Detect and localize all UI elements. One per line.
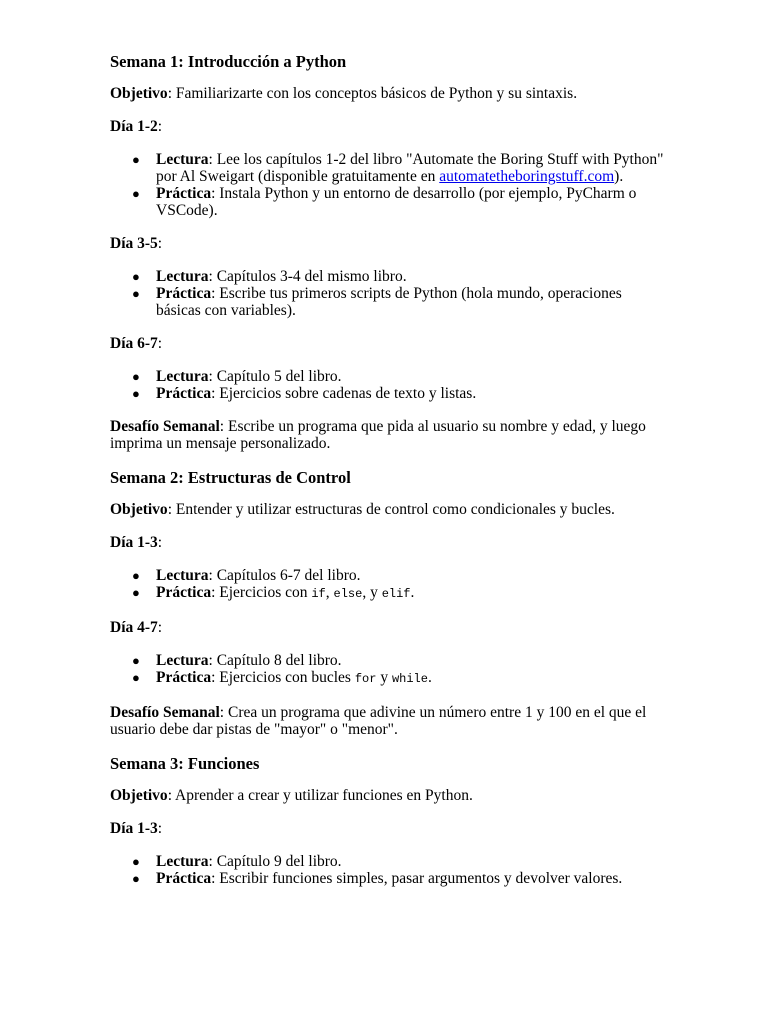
day-label: Día 4-7	[110, 619, 158, 636]
task-text: : Capítulo 8 del libro.	[208, 652, 342, 669]
objective-paragraph	[110, 787, 670, 804]
task-text: y	[376, 669, 392, 686]
bullet-icon: ●	[132, 286, 140, 301]
bullet-icon: ●	[132, 152, 140, 167]
day-label: Día 1-3	[110, 534, 158, 551]
objective-paragraph	[110, 85, 670, 102]
week-section	[110, 468, 670, 738]
book-website-link[interactable]: automatetheboringstuff.com	[439, 168, 615, 185]
day-label: Día 3-5	[110, 235, 158, 252]
week-title: Semana 1: Introducción a Python	[110, 52, 347, 71]
task-text: : Capítulos 3-4 del mismo libro.	[208, 268, 407, 285]
objective-text: : Aprender a crear y utilizar funciones en Python.	[167, 787, 473, 804]
task-text: : Capítulo 5 del libro.	[208, 368, 342, 385]
task-text: .	[410, 584, 415, 601]
day-task-list	[110, 268, 670, 319]
task-type-label: Lectura	[156, 652, 209, 669]
challenge-label: Desafío Semanal	[110, 704, 220, 721]
objective-paragraph	[110, 501, 670, 518]
week-section	[110, 52, 670, 452]
code-keyword: elif	[381, 587, 411, 601]
week-title: Semana 2: Estructuras de Control	[110, 468, 351, 487]
weekly-challenge	[110, 418, 670, 452]
task-type-label: Práctica	[156, 584, 212, 601]
task-list-item	[132, 185, 670, 219]
task-list-item	[132, 285, 670, 319]
day-task-list	[110, 853, 670, 887]
task-list-item	[132, 584, 670, 603]
task-type-label: Lectura	[156, 853, 209, 870]
day-task-list	[110, 151, 670, 219]
day-colon: :	[157, 118, 163, 135]
day-colon: :	[157, 619, 163, 636]
task-text: : Escribe tus primeros scripts de Python (hola mundo, operaciones básicas con variables).	[156, 285, 622, 319]
task-list-item	[132, 151, 670, 185]
bullet-icon: ●	[132, 186, 140, 201]
task-list-item	[132, 567, 670, 584]
day-heading	[110, 118, 670, 135]
code-keyword: if	[311, 587, 326, 601]
bullet-icon: ●	[132, 585, 140, 600]
task-text: : Ejercicios con bucles	[211, 669, 355, 686]
day-colon: :	[157, 534, 163, 551]
bullet-icon: ●	[132, 568, 140, 583]
task-text: : Instala Python y un entorno de desarrollo (por ejemplo, PyCharm o VSCode).	[156, 185, 637, 219]
task-text: , y	[362, 584, 382, 601]
day-colon: :	[157, 820, 163, 837]
day-heading	[110, 335, 670, 352]
challenge-label: Desafío Semanal	[110, 418, 220, 435]
task-type-label: Lectura	[156, 268, 209, 285]
bullet-icon: ●	[132, 871, 140, 886]
code-keyword: while	[391, 672, 428, 686]
weekly-challenge	[110, 704, 670, 738]
objective-text: : Familiarizarte con los conceptos básicos de Python y su sintaxis.	[167, 85, 578, 102]
challenge-text: : Crea un programa que adivine un número entre 1 y 100 en el que el usuario debe dar pistas de "mayor" o "menor".	[110, 704, 647, 738]
task-list-item	[132, 368, 670, 385]
task-text: : Escribir funciones simples, pasar argumentos y devolver valores.	[211, 870, 623, 887]
day-heading	[110, 820, 670, 837]
task-list-item	[132, 870, 670, 887]
task-text-end: ).	[614, 168, 624, 185]
task-type-label: Lectura	[156, 567, 209, 584]
task-type-label: Práctica	[156, 669, 212, 686]
task-text: : Lee los capítulos 1-2 del libro "Automate the Boring Stuff with Python" por Al Sweigart (disponible gratuitamente en	[156, 151, 664, 185]
task-text: .	[427, 669, 432, 686]
day-label: Día 1-3	[110, 820, 158, 837]
document-body	[110, 52, 670, 903]
day-task-list	[110, 567, 670, 603]
bullet-icon: ●	[132, 670, 140, 685]
objective-label: Objetivo	[110, 501, 168, 518]
code-keyword: else	[333, 587, 363, 601]
task-type-label: Práctica	[156, 385, 212, 402]
week-title: Semana 3: Funciones	[110, 754, 260, 773]
objective-label: Objetivo	[110, 85, 168, 102]
task-text: : Ejercicios con	[211, 584, 312, 601]
bullet-icon: ●	[132, 854, 140, 869]
task-type-label: Lectura	[156, 368, 209, 385]
task-text: : Capítulos 6-7 del libro.	[208, 567, 361, 584]
task-list-item	[132, 652, 670, 669]
task-type-label: Práctica	[156, 870, 212, 887]
task-text: : Ejercicios sobre cadenas de texto y listas.	[211, 385, 477, 402]
task-list-item	[132, 385, 670, 402]
day-task-list	[110, 368, 670, 402]
day-task-list	[110, 652, 670, 688]
day-heading	[110, 235, 670, 252]
code-keyword: for	[354, 672, 377, 686]
task-text: ,	[325, 584, 334, 601]
task-text: : Capítulo 9 del libro.	[208, 853, 342, 870]
objective-label: Objetivo	[110, 787, 168, 804]
day-heading	[110, 534, 670, 551]
day-colon: :	[157, 335, 163, 352]
task-list-item	[132, 669, 670, 688]
task-type-label: Práctica	[156, 185, 212, 202]
task-list-item	[132, 268, 670, 285]
bullet-icon: ●	[132, 369, 140, 384]
task-type-label: Lectura	[156, 151, 209, 168]
day-label: Día 6-7	[110, 335, 158, 352]
objective-text: : Entender y utilizar estructuras de control como condicionales y bucles.	[167, 501, 615, 518]
day-colon: :	[157, 235, 163, 252]
day-label: Día 1-2	[110, 118, 158, 135]
week-section	[110, 754, 670, 887]
task-list-item	[132, 853, 670, 870]
challenge-text: : Escribe un programa que pida al usuario su nombre y edad, y luego imprima un mensaje personalizado.	[110, 418, 646, 452]
bullet-icon: ●	[132, 653, 140, 668]
task-type-label: Práctica	[156, 285, 212, 302]
day-heading	[110, 619, 670, 636]
bullet-icon: ●	[132, 269, 140, 284]
bullet-icon: ●	[132, 386, 140, 401]
